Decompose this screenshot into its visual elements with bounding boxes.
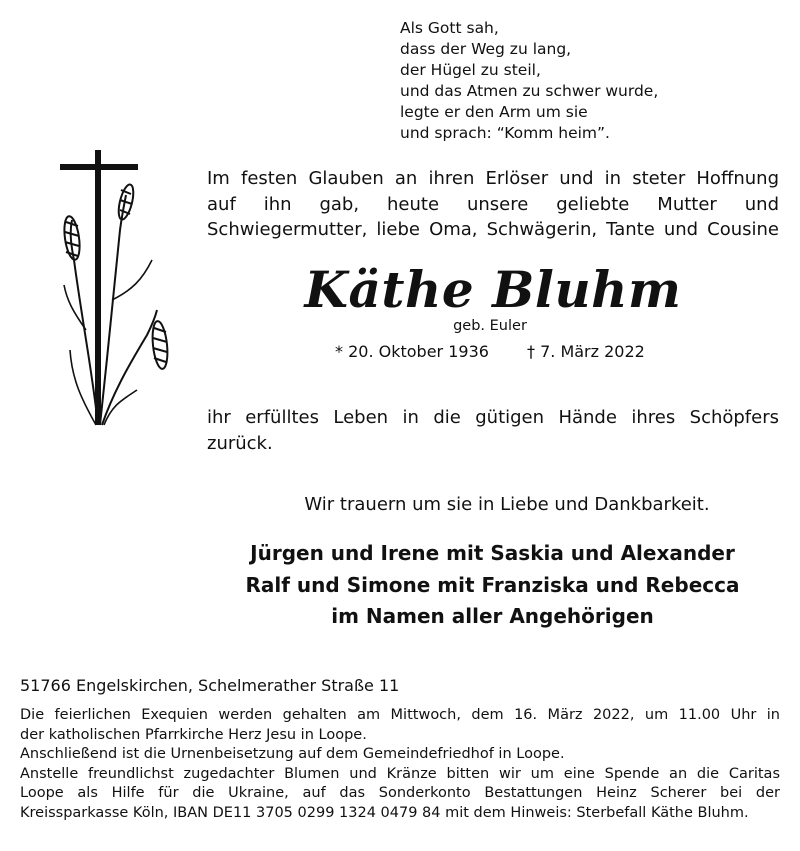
intro-line: Im festen Glauben an ihren Erlöser und in steter Hoffnung	[207, 168, 779, 189]
body-line: ihr erfülltes Leben in die gütigen Hände ihres Schöpfers	[207, 407, 779, 428]
mourners	[200, 538, 785, 633]
notices	[20, 706, 780, 823]
donation-line: Anstelle freundlichst zugedachter Blumen und Kränze bitten wir um eine Spende an die Caritas	[20, 765, 780, 782]
intro-line: auf ihn gab, heute unsere geliebte Mutter und	[207, 193, 779, 215]
poem-line: legte er den Arm um sie	[400, 103, 588, 121]
birth-date: * 20. Oktober 1936	[335, 342, 489, 361]
poem	[400, 18, 780, 144]
mourner-line: Jürgen und Irene mit Saskia und Alexander	[250, 541, 735, 565]
death-date: † 7. März 2022	[527, 342, 645, 361]
poem-line: dass der Weg zu lang,	[400, 40, 572, 58]
poem-line: der Hügel zu steil,	[400, 61, 541, 79]
body-line: zurück.	[207, 433, 273, 454]
mourner-line: Ralf und Simone mit Franziska und Rebecca	[245, 572, 740, 597]
mourning-line: Wir trauern um sie in Liebe und Dankbarkeit.	[304, 494, 710, 515]
address: 51766 Engelskirchen, Schelmerather Straße 11	[20, 676, 400, 695]
cross-vertical-bar	[95, 150, 101, 425]
deceased-name: Käthe Bluhm	[304, 260, 682, 319]
wheat-head-middle	[116, 183, 136, 221]
exequies-line: der katholischen Pfarrkirche Herz Jesu in Loope.	[20, 726, 367, 743]
mourner-line: im Namen aller Angehörigen	[331, 604, 654, 628]
intro-text	[207, 166, 779, 243]
body-text	[207, 405, 779, 457]
donation-line: Loope als Hilfe für die Ukraine, auf das Sonderkonto Bestattungen Heinz Scherer bei der	[20, 785, 780, 801]
life-dates	[335, 341, 665, 363]
wheat-head-right	[151, 320, 170, 369]
poem-line: Als Gott sah,	[400, 19, 499, 37]
maiden-name: geb. Euler	[453, 318, 527, 334]
intro-line: Schwiegermutter, liebe Oma, Schwägerin, Tante und Cousine	[207, 219, 779, 240]
poem-line: und das Atmen zu schwer wurde,	[400, 82, 659, 100]
urn-notice: Anschließend ist die Urnenbeisetzung auf dem Gemeindefriedhof in Loope.	[20, 746, 565, 762]
poem-line: und sprach: “Komm heim”.	[400, 124, 610, 142]
cross-with-wheat-icon	[52, 150, 182, 430]
donation-line: Kreissparkasse Köln, IBAN DE11 3705 0299 1324 0479 84 mit dem Hinweis: Sterbefall Käthe Bluhm.	[20, 804, 749, 821]
exequies-line: Die feierlichen Exequien werden gehalten am Mittwoch, dem 16. März 2022, um 11.00 Uhr in	[20, 707, 780, 723]
